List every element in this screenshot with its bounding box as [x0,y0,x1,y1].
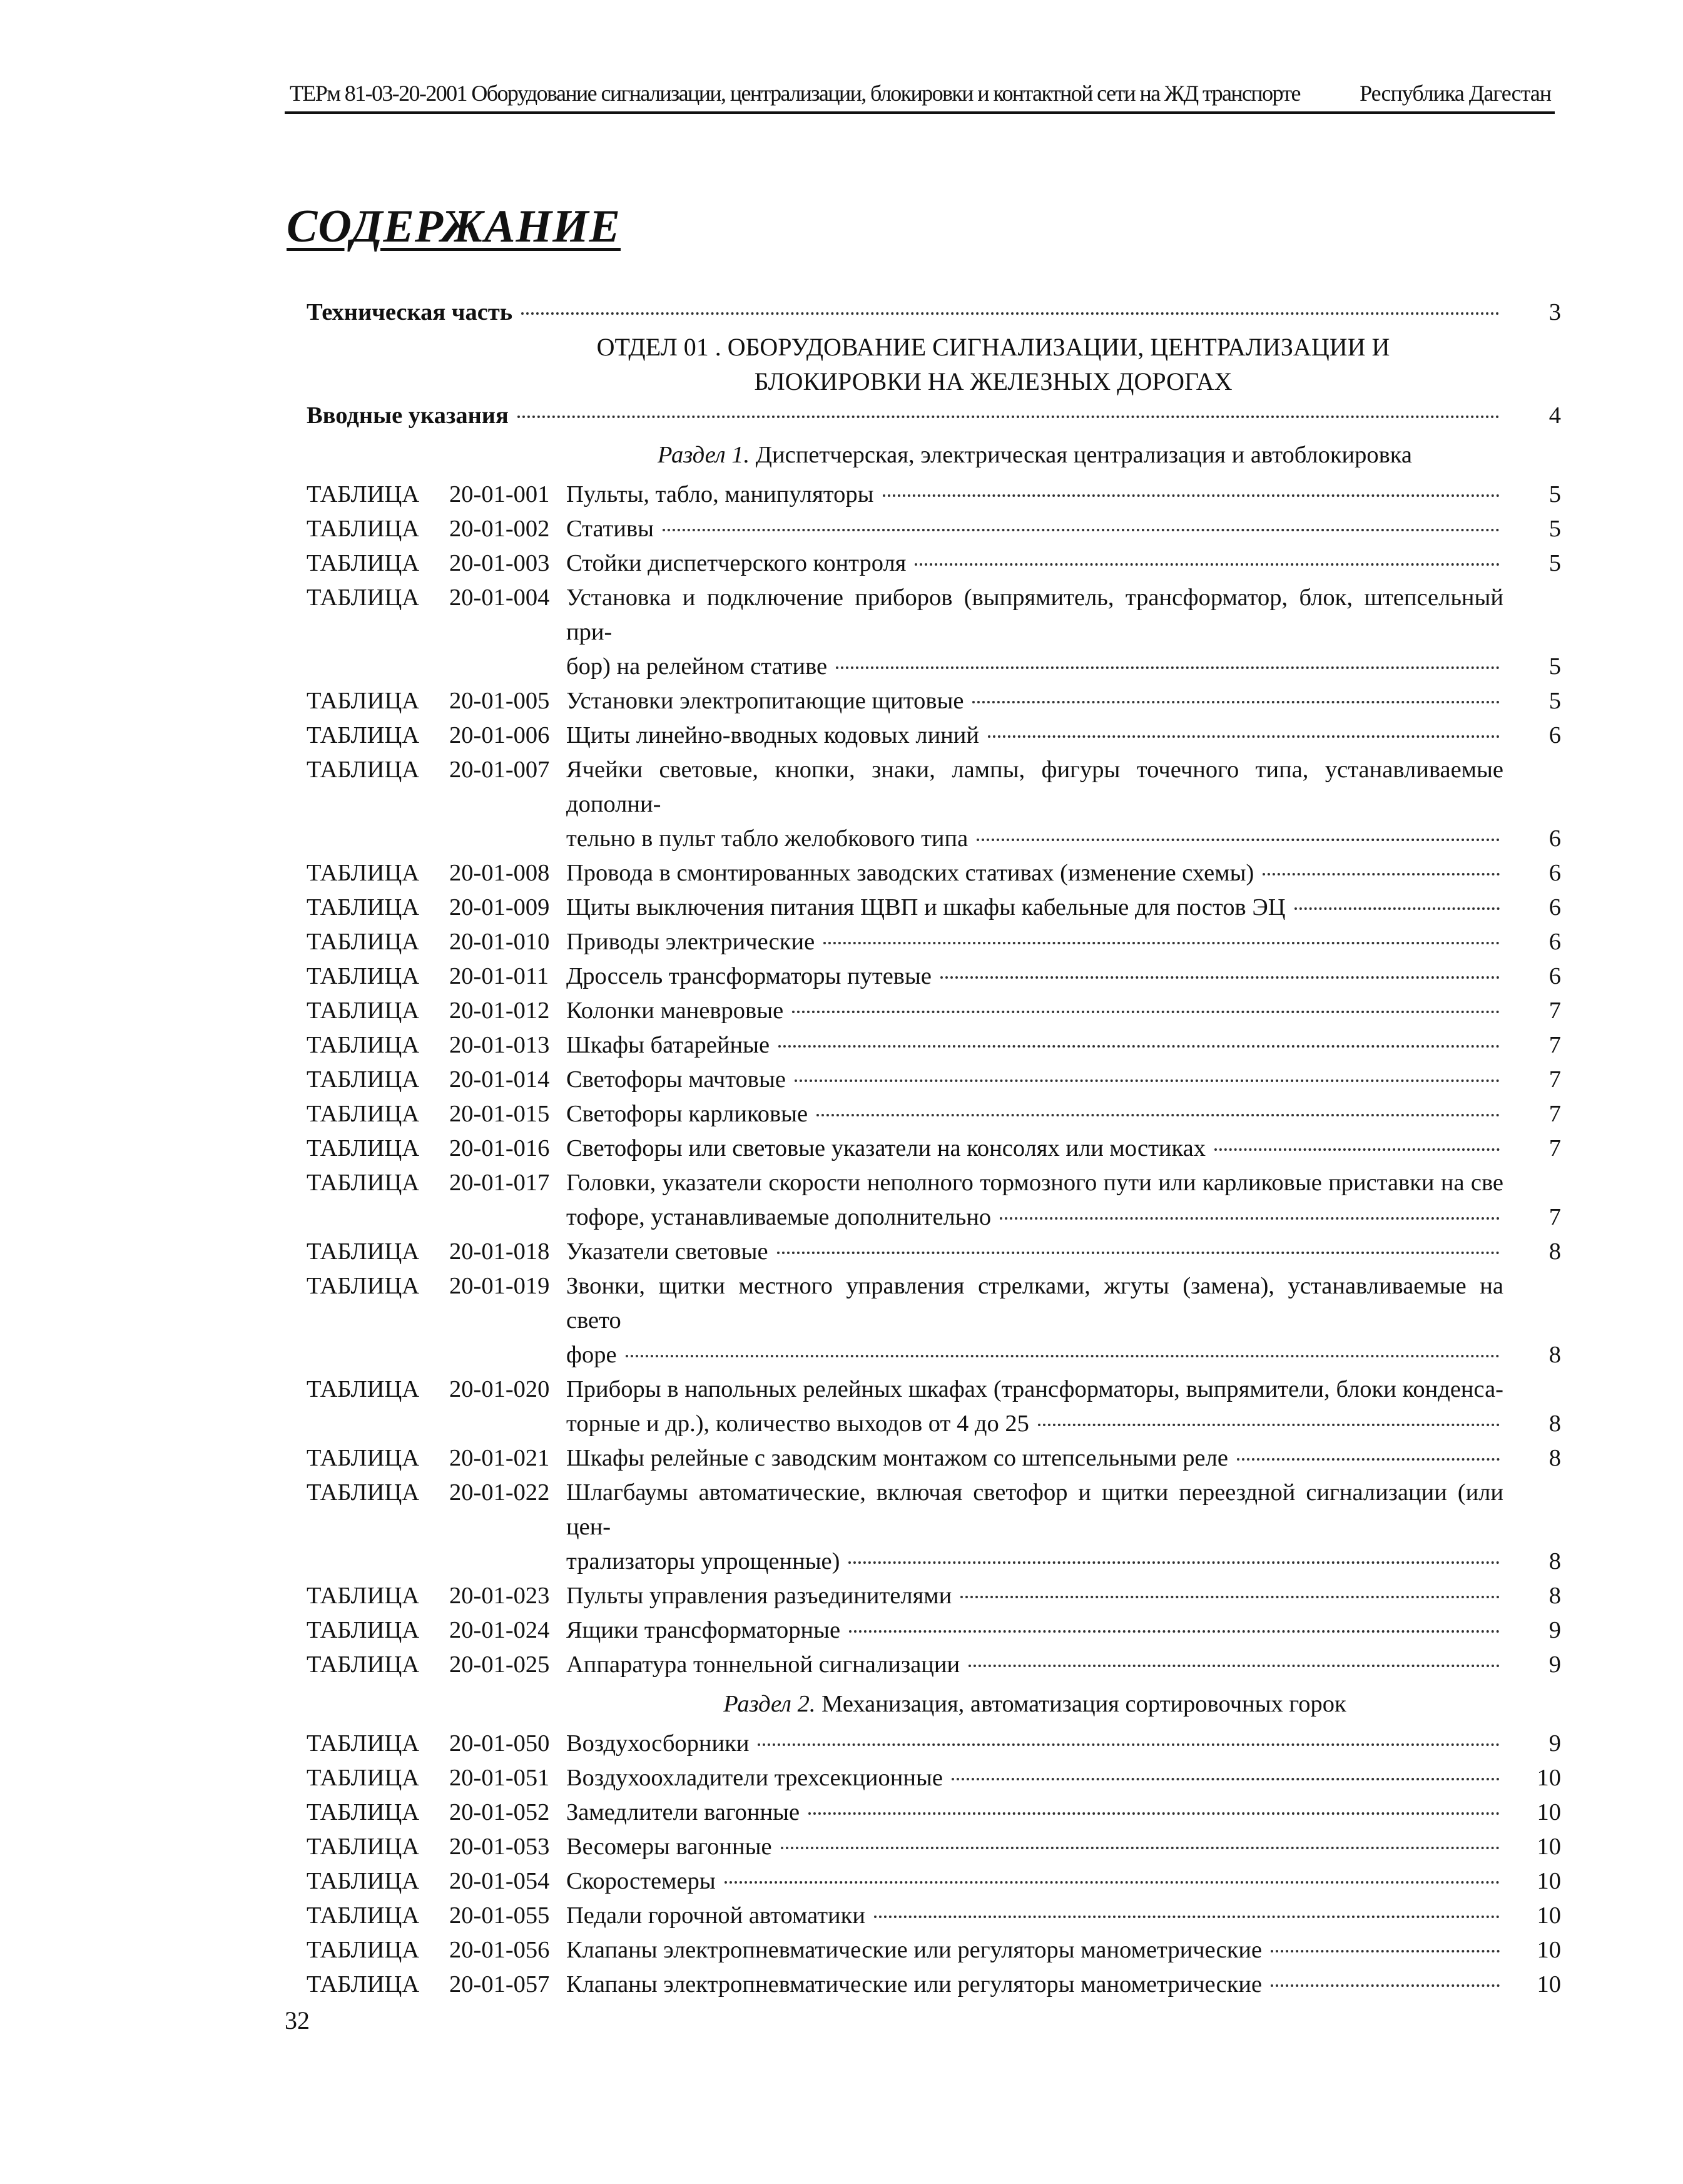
toc-row[interactable] [307,1476,1561,1579]
dot-leader [663,529,1500,531]
table-title-line: Звонки, щитки местного управления стрелками, жгуты (замена), устанавливаемые на свето [566,1273,1503,1334]
table-title-line: Педали горочной автоматики [566,1902,865,1929]
toc-row[interactable] [307,684,1561,718]
toc-page-number: 9 [1548,1617,1561,1643]
toc-row[interactable] [307,1441,1561,1476]
toc-page-number: 10 [1537,1834,1561,1860]
table-title-line: форе [566,1342,617,1368]
toc-page-number: 6 [1548,929,1561,955]
toc-row[interactable] [307,1864,1561,1899]
table-label: ТАБЛИЦА [307,1238,420,1265]
table-title [566,994,1503,1028]
table-title-line: Колонки маневровые [566,998,784,1024]
table-code: 20-01-009 [449,894,550,921]
toc-page-number: 5 [1548,516,1561,542]
dot-leader [969,1665,1500,1667]
table-title [566,1097,1503,1131]
table-title-line: Воздухосборники [566,1730,750,1757]
table-label: ТАБЛИЦА [307,963,420,989]
table-label: ТАБЛИЦА [307,584,420,611]
department-heading [307,330,1561,399]
table-title-line: Замедлители вагонные [566,1799,800,1825]
table-title-line: Пульты, табло, манипуляторы [566,481,874,508]
table-label: ТАБЛИЦА [307,1651,420,1678]
toc-row[interactable] [307,753,1561,856]
toc-row[interactable] [307,1761,1561,1795]
table-label: ТАБЛИЦА [307,1834,420,1860]
toc-page-number: 10 [1537,1971,1561,1998]
toc-page-number: 6 [1548,722,1561,748]
table-label: ТАБЛИЦА [307,1937,420,1963]
table-code: 20-01-005 [449,688,550,714]
dot-leader [883,494,1500,497]
table-title-line: Шлагбаумы автоматические, включая светофор и щитки переездной сигнализации (или цен- [566,1479,1503,1540]
toc-page-number: 7 [1548,1066,1561,1093]
table-title [566,1063,1503,1097]
table-title-line: Установки электропитающие щитовые [566,688,964,714]
table-label: ТАБЛИЦА [307,1032,420,1058]
dot-leader [1294,907,1500,910]
toc-page-number: 9 [1548,1730,1561,1757]
dot-leader [517,416,1500,418]
toc-page-number: 10 [1537,1902,1561,1929]
section-title: Диспетчерская, электрическая централизация и автоблокировка [755,442,1413,468]
table-title [566,1372,1503,1441]
toc-row[interactable] [307,581,1561,684]
dot-leader [823,942,1500,944]
table-title [566,512,1503,546]
table-title-line: Пульты управления разъединителями [566,1583,952,1609]
table-code: 20-01-021 [449,1445,550,1471]
dot-leader [777,1252,1500,1254]
dot-leader [915,563,1500,566]
toc-page-number: 8 [1548,1411,1561,1437]
dot-leader [848,1561,1500,1564]
toc-row[interactable] [307,1613,1561,1648]
table-title-line: трализаторы упрощенные) [566,1548,840,1574]
toc-page-number: 7 [1548,1204,1561,1230]
dot-leader [778,1045,1500,1048]
toc-page-number: 8 [1548,1238,1561,1265]
header-region: Республика Дагестан [1360,81,1551,106]
toc-page-number: 8 [1548,1583,1561,1609]
dot-leader [725,1881,1500,1884]
table-title [566,1899,1503,1933]
dot-leader [988,735,1500,738]
department-heading-line: БЛОКИРОВКИ НА ЖЕЛЕЗНЫХ ДОРОГАХ [754,367,1233,395]
table-label: ТАБЛИЦА [307,1170,420,1196]
table-title-line: Воздухоохладители трехсекционные [566,1765,943,1791]
toc-row-intro[interactable] [307,399,1561,433]
table-title-line: Ящики трансформаторные [566,1617,841,1643]
table-title-line: Щиты линейно-вводных кодовых линий [566,722,979,748]
toc-row[interactable] [307,718,1561,753]
table-title [566,581,1503,684]
table-title [566,1864,1503,1899]
section-heading [307,438,1561,472]
dot-leader [1214,1148,1500,1151]
table-title-line: Шкафы релейные с заводским монтажом со штепсельными реле [566,1445,1228,1471]
toc-row[interactable] [307,546,1561,581]
toc-page-number: 7 [1548,1101,1561,1127]
section-label: Раздел 2. [723,1691,816,1717]
table-code: 20-01-017 [449,1170,550,1196]
table-code: 20-01-016 [449,1135,550,1161]
toc-row-tech-part[interactable] [307,295,1561,330]
table-title-line: тофоре, устанавливаемые дополнительно [566,1204,992,1230]
table-label: ТАБЛИЦА [307,1617,420,1643]
table-code: 20-01-051 [449,1765,550,1791]
table-label: ТАБЛИЦА [307,1066,420,1093]
dot-leader [1271,1984,1500,1987]
table-label: ТАБЛИЦА [307,1376,420,1402]
toc-row[interactable] [307,994,1561,1028]
table-title-line: Клапаны электропневматические или регуляторы манометрические [566,1937,1263,1963]
toc-row[interactable] [307,1795,1561,1830]
table-code: 20-01-025 [449,1651,550,1678]
table-code: 20-01-014 [449,1066,550,1093]
table-title [566,1028,1503,1063]
toc-row[interactable] [307,1097,1561,1131]
table-title-line: Светофоры или световые указатели на консолях или мостиках [566,1135,1206,1161]
table-title [566,925,1503,959]
dot-leader [960,1596,1500,1598]
table-title [566,546,1503,581]
dot-leader [972,701,1500,703]
toc-page-number: 5 [1548,550,1561,576]
toc-label: Вводные указания [307,402,509,429]
table-title-line: Головки, указатели скорости неполного тормозного пути или карликовые приставки на све [566,1170,1503,1196]
table-title [566,959,1503,994]
toc-row[interactable] [307,925,1561,959]
section-spacer [307,472,1561,477]
header-document-title: ТЕРм 81-03-20-2001 Оборудование сигнализации, централизации, блокировки и контактной сети на ЖД транспорте [290,81,1300,106]
toc-page-number: 4 [1548,402,1561,429]
table-label: ТАБЛИЦА [307,1273,420,1299]
toc-page-number: 5 [1548,653,1561,680]
table-code: 20-01-018 [449,1238,550,1265]
table-title [566,1648,1503,1682]
table-title-line: Стойки диспетчерского контроля [566,550,907,576]
table-title [566,718,1503,753]
table-title [566,1476,1503,1579]
dot-leader [521,312,1500,315]
dot-leader [816,1114,1500,1116]
toc-page-number: 8 [1548,1342,1561,1368]
table-code: 20-01-055 [449,1902,550,1929]
table-label: ТАБЛИЦА [307,688,420,714]
table-label: ТАБЛИЦА [307,1971,420,1998]
table-code: 20-01-011 [449,963,549,989]
table-label: ТАБЛИЦА [307,1135,420,1161]
table-code: 20-01-015 [449,1101,550,1127]
table-code: 20-01-052 [449,1799,550,1825]
toc-page-number: 3 [1548,299,1561,325]
table-title [566,477,1503,512]
dot-leader [795,1079,1500,1082]
table-title-line: Светофоры карликовые [566,1101,808,1127]
table-label: ТАБЛИЦА [307,1765,420,1791]
table-title-line: тельно в пульт табло желобкового типа [566,825,969,852]
table-title-line: Шкафы батарейные [566,1032,770,1058]
toc-label: Техническая часть [307,299,513,325]
table-title [566,1131,1503,1166]
table-label: ТАБЛИЦА [307,929,420,955]
toc-page-number: 6 [1548,963,1561,989]
table-code: 20-01-003 [449,550,550,576]
toc-page-number: 10 [1537,1799,1561,1825]
table-code: 20-01-053 [449,1834,550,1860]
toc-page-number: 10 [1537,1765,1561,1791]
toc-page-number: 9 [1548,1651,1561,1678]
section-label: Раздел 1. [657,442,750,468]
toc-row[interactable] [307,1648,1561,1682]
table-code: 20-01-008 [449,860,550,886]
section-spacer [307,1722,1561,1727]
table-label: ТАБЛИЦА [307,1101,420,1127]
table-title [566,856,1503,890]
toc-page-number: 10 [1537,1937,1561,1963]
table-label: ТАБЛИЦА [307,1868,420,1894]
table-title-line: Светофоры мачтовые [566,1066,786,1093]
toc-page-number: 6 [1548,825,1561,852]
table-title-line: Клапаны электропневматические или регуляторы манометрические [566,1971,1263,1998]
toc-row[interactable] [307,1899,1561,1933]
dot-leader [792,1011,1500,1013]
dot-leader [836,666,1500,669]
table-title-line: Приводы электрические [566,929,815,955]
dot-leader [781,1847,1500,1849]
table-title-line: Указатели световые [566,1238,768,1265]
table-title-line: бор) на релейном стативе [566,653,828,680]
toc-page-number: 8 [1548,1445,1561,1471]
table-label: ТАБЛИЦА [307,1479,420,1506]
table-code: 20-01-024 [449,1617,550,1643]
table-code: 20-01-010 [449,929,550,955]
table-label: ТАБЛИЦА [307,1799,420,1825]
dot-leader [1237,1458,1500,1461]
table-code: 20-01-023 [449,1583,550,1609]
toc-row[interactable] [307,1933,1561,1967]
toc-row[interactable] [307,1131,1561,1166]
toc-page-number: 7 [1548,998,1561,1024]
table-title-line: Ячейки световые, кнопки, знаки, лампы, фигуры точечного типа, устанавливаемые дополни- [566,757,1503,817]
table-title [566,684,1503,718]
table-title [566,1727,1503,1761]
section-title: Механизация, автоматизация сортировочных горок [821,1691,1346,1717]
dot-leader [952,1778,1500,1780]
table-label: ТАБЛИЦА [307,550,420,576]
table-title [566,1830,1503,1864]
page-title: СОДЕРЖАНИЕ [287,201,621,252]
table-code: 20-01-007 [449,757,550,783]
table-title-line: Весомеры вагонные [566,1834,772,1860]
running-header [285,74,1555,114]
table-label: ТАБЛИЦА [307,860,420,886]
toc-row[interactable] [307,1579,1561,1613]
table-title [566,1933,1503,1967]
dot-leader [1000,1217,1500,1220]
table-title [566,1235,1503,1269]
table-label: ТАБЛИЦА [307,998,420,1024]
table-title [566,1269,1503,1372]
dot-leader [758,1743,1500,1746]
table-code: 20-01-056 [449,1937,550,1963]
toc-row[interactable] [307,1235,1561,1269]
toc-row[interactable] [307,1372,1561,1441]
table-title [566,1613,1503,1648]
table-label: ТАБЛИЦА [307,722,420,748]
toc-row[interactable] [307,856,1561,890]
table-label: ТАБЛИЦА [307,516,420,542]
table-title-line: Приборы в напольных релейных шкафах (трансформаторы, выпрямители, блоки конденса- [566,1376,1503,1402]
table-title-line: Установка и подключение приборов (выпрямитель, трансформатор, блок, штепсельный при- [566,584,1503,645]
table-label: ТАБЛИЦА [307,894,420,921]
toc-row[interactable] [307,890,1561,925]
table-title [566,1579,1503,1613]
table-code: 20-01-002 [449,516,550,542]
table-title-line: Провода в смонтированных заводских стативах (изменение схемы) [566,860,1254,886]
dot-leader [1038,1424,1500,1426]
toc-page-number: 5 [1548,688,1561,714]
dot-leader [808,1812,1500,1815]
table-code: 20-01-012 [449,998,550,1024]
sections-container [307,433,1561,2002]
toc-page-number: 6 [1548,894,1561,921]
table-code: 20-01-057 [449,1971,550,1998]
section-spacer [307,433,1561,438]
table-title [566,753,1503,856]
dot-leader [977,839,1500,841]
table-of-contents [307,295,1561,2002]
page-number: 32 [285,2006,310,2034]
table-code: 20-01-013 [449,1032,550,1058]
table-title [566,1761,1503,1795]
table-label: ТАБЛИЦА [307,1730,420,1757]
toc-page-number: 7 [1548,1135,1561,1161]
table-title-line: Щиты выключения питания ЩВП и шкафы кабельные для постов ЭЦ [566,894,1286,921]
dot-leader [849,1630,1500,1633]
toc-row[interactable] [307,477,1561,512]
toc-row[interactable] [307,1063,1561,1097]
section-heading [307,1687,1561,1722]
toc-row[interactable] [307,1028,1561,1063]
table-code: 20-01-004 [449,584,550,611]
toc-page-number: 8 [1548,1548,1561,1574]
table-code: 20-01-022 [449,1479,550,1506]
toc-row[interactable] [307,1269,1561,1372]
toc-page-number: 10 [1537,1868,1561,1894]
dot-leader [626,1355,1500,1357]
table-label: ТАБЛИЦА [307,481,420,508]
table-label: ТАБЛИЦА [307,1445,420,1471]
table-title [566,1795,1503,1830]
dot-leader [1263,873,1500,875]
toc-row[interactable] [307,1830,1561,1864]
table-title [566,1166,1503,1235]
toc-page-number: 7 [1548,1032,1561,1058]
table-title [566,890,1503,925]
toc-row[interactable] [307,1166,1561,1235]
table-title-line: Аппаратура тоннельной сигнализации [566,1651,960,1678]
table-code: 20-01-019 [449,1273,550,1299]
dot-leader [874,1916,1500,1918]
section-spacer [307,1682,1561,1687]
table-title [566,1441,1503,1476]
table-title-line: Скоростемеры [566,1868,716,1894]
table-code: 20-01-001 [449,481,550,508]
table-code: 20-01-020 [449,1376,550,1402]
table-title-line: торные и др.), количество выходов от 4 до 25 [566,1411,1029,1437]
table-code: 20-01-006 [449,722,550,748]
table-title-line: Дроссель трансформаторы путевые [566,963,932,989]
toc-row[interactable] [307,1967,1561,2002]
department-heading-line: ОТДЕЛ 01 . ОБОРУДОВАНИЕ СИГНАЛИЗАЦИИ, ЦЕНТРАЛИЗАЦИИ И [596,333,1390,361]
table-label: ТАБЛИЦА [307,1902,420,1929]
dot-leader [940,976,1500,979]
toc-page-number: 6 [1548,860,1561,886]
toc-row[interactable] [307,959,1561,994]
table-title-line: Стативы [566,516,654,542]
toc-row[interactable] [307,512,1561,546]
table-code: 20-01-050 [449,1730,550,1757]
table-label: ТАБЛИЦА [307,1583,420,1609]
table-label: ТАБЛИЦА [307,757,420,783]
dot-leader [1271,1950,1500,1952]
table-code: 20-01-054 [449,1868,550,1894]
toc-page-number: 5 [1548,481,1561,508]
table-title [566,1967,1503,2002]
toc-row[interactable] [307,1727,1561,1761]
